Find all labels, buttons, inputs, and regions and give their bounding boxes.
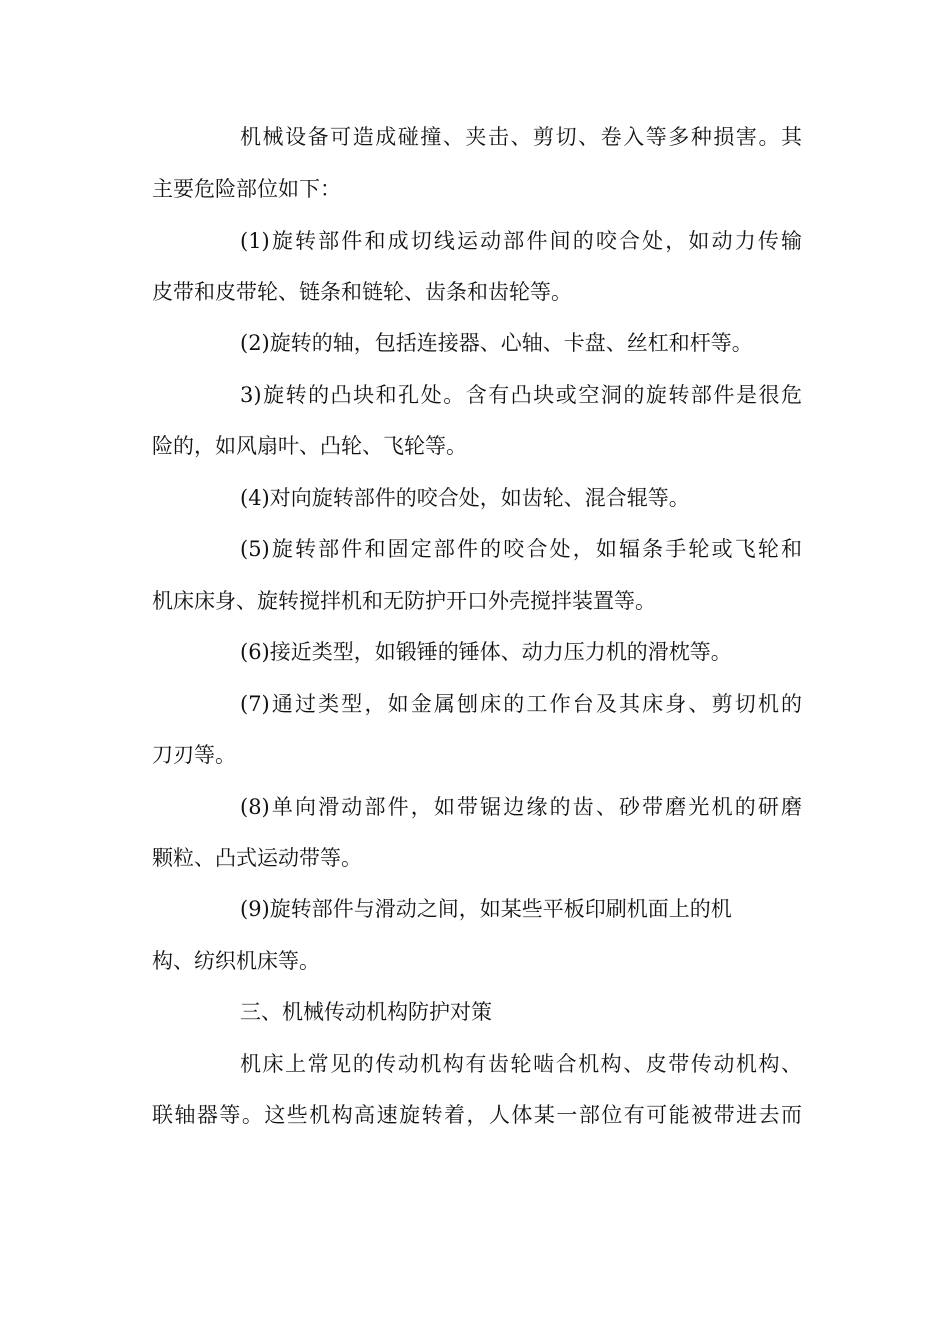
text-line: 联轴器等。这些机构高速旋转着，人体某一部位有可能被带进去而 [152, 1103, 802, 1127]
text-line: (8)单向滑动部件，如带锯边缘的齿、砂带磨光机的研磨 [240, 795, 802, 819]
text-line: 刀刃等。 [152, 743, 236, 767]
text-line: (5)旋转部件和固定部件的咬合处，如辐条手轮或飞轮和 [240, 537, 802, 561]
text-line: (4)对向旋转部件的咬合处，如齿轮、混合辊等。 [240, 486, 690, 510]
text-line: 皮带和皮带轮、链条和链轮、齿条和齿轮等。 [152, 280, 572, 304]
text-line: 机械设备可造成碰撞、夹击、剪切、卷入等多种损害。其 [240, 125, 802, 149]
section-heading: 三、机械传动机构防护对策 [240, 1000, 492, 1024]
text-line: 主要危险部位如下： [152, 177, 341, 201]
text-line: 3)旋转的凸块和孔处。含有凸块或空洞的旋转部件是很危 [240, 383, 802, 407]
text-line: 构、纺织机床等。 [152, 949, 320, 973]
text-line: (2)旋转的轴，包括连接器、心轴、卡盘、丝杠和杆等。 [240, 331, 753, 355]
text-line: (9)旋转部件与滑动之间，如某些平板印刷机面上的机 [240, 897, 732, 921]
text-line: (1)旋转部件和成切线运动部件间的咬合处，如动力传输 [240, 229, 802, 253]
text-line: 机床床身、旋转搅拌机和无防护开口外壳搅拌装置等。 [152, 589, 656, 613]
text-line: (6)接近类型，如锻锤的锤体、动力压力机的滑枕等。 [240, 640, 732, 664]
text-line: (7)通过类型，如金属刨床的工作台及其床身、剪切机的 [240, 692, 802, 716]
text-line: 颗粒、凸式运动带等。 [152, 846, 362, 870]
text-line: 险的，如风扇叶、凸轮、飞轮等。 [152, 434, 467, 458]
text-line: 机床上常见的传动机构有齿轮啮合机构、皮带传动机构、 [240, 1052, 802, 1076]
